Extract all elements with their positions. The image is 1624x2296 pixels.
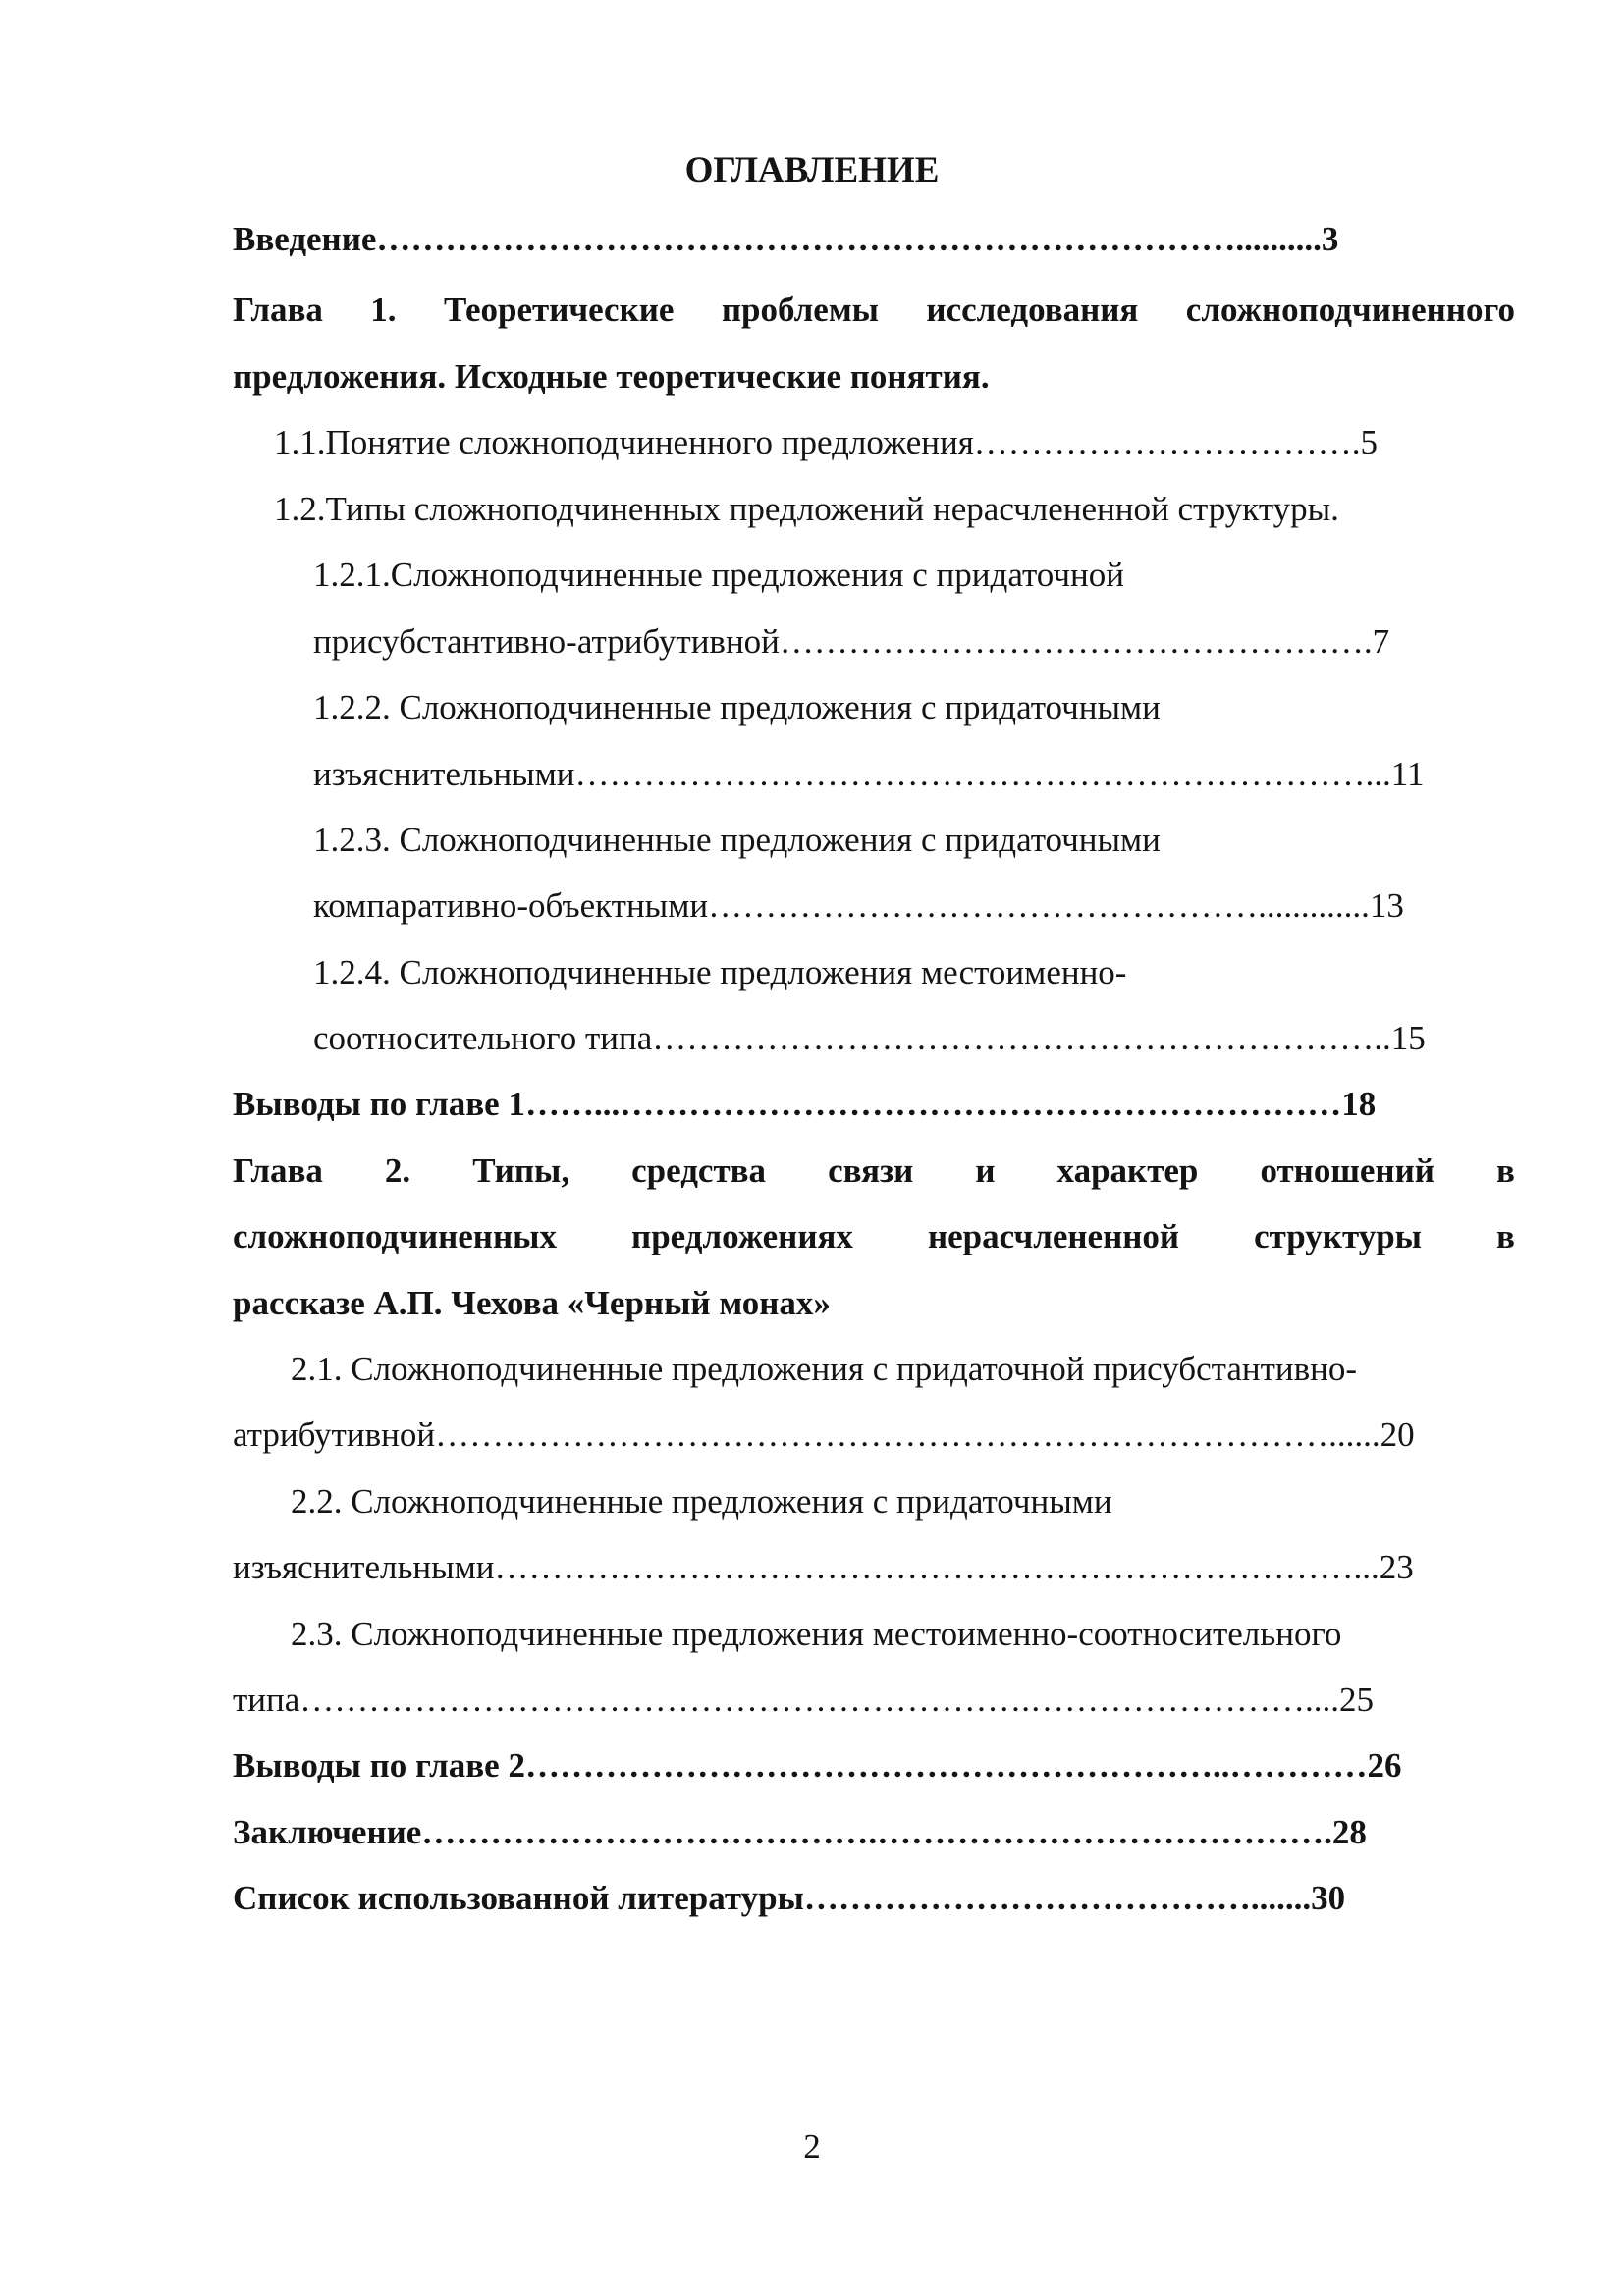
toc-entry-conclusions-chapter-1: Выводы по главе 1……...………………………………………………………18 (233, 1085, 1377, 1123)
toc-entry-section-2-2-line-2: изъяснительными…………………………………………………………………...23 (233, 1548, 1414, 1586)
toc-entry-chapter-2-line-1 (233, 1149, 1515, 1193)
toc-word: 2. (384, 1151, 411, 1190)
toc-entry-section-1-2-2-line-1: 1.2.2. Сложноподчиненные предложения с придаточными (313, 688, 1161, 726)
toc-word: проблемы (721, 291, 879, 329)
toc-entry-section-2-1-line-2: атрибутивной……………………………………………………………………......20 (233, 1415, 1415, 1454)
toc-entry-section-1-2-4-line-1: 1.2.4. Сложноподчиненные предложения местоименно- (313, 953, 1127, 991)
toc-entry-section-1-2: 1.2.Типы сложноподчиненных предложений нерасчлененной структуры. (274, 490, 1339, 528)
toc-word: сложноподчиненных (233, 1217, 557, 1255)
toc-word: Глава (233, 1151, 323, 1190)
toc-word: Глава (233, 291, 323, 329)
toc-entry-section-1-1: 1.1.Понятие сложноподчиненного предложения…………………………….5 (274, 423, 1379, 461)
toc-entry-section-2-1-line-1: 2.1. Сложноподчиненные предложения с придаточной присубстантивно- (291, 1350, 1358, 1388)
toc-word: средства (631, 1151, 767, 1190)
toc-entry-section-1-2-3-line-2: компаративно-объектными………………………………………….............13 (313, 886, 1404, 925)
toc-word: Типы, (472, 1151, 570, 1190)
toc-entry-conclusions-chapter-2: Выводы по главе 2……………………………………………………..…………26 (233, 1746, 1402, 1785)
toc-word: Теоретические (443, 291, 675, 329)
toc-entry-section-1-2-3-line-1: 1.2.3. Сложноподчиненные предложения с придаточными (313, 821, 1161, 859)
toc-word: структуры (1254, 1217, 1422, 1255)
toc-entry-section-2-3-line-2: типа……………………………………………………….……………………....25 (233, 1681, 1375, 1719)
toc-entry-section-1-2-4-line-2: соотносительного типа………………………………………………………..15 (313, 1019, 1426, 1057)
toc-word: связи (828, 1151, 914, 1190)
toc-entry-chapter-1-line-1 (233, 289, 1515, 332)
toc-word: в (1495, 1151, 1515, 1190)
toc-entry-chapter-2-line-2 (233, 1215, 1515, 1258)
toc-entry-section-2-2-line-1: 2.2. Сложноподчиненные предложения с придаточными (291, 1482, 1112, 1521)
toc-word: 1. (370, 291, 397, 329)
toc-word: характер (1056, 1151, 1199, 1190)
toc-title: ОГЛАВЛЕНИЕ (684, 150, 940, 190)
toc-entry-section-1-2-1-line-2: присубстантивно-атрибутивной…………………………………………….7 (313, 622, 1390, 661)
toc-entry-chapter-2-line-3: рассказе А.П. Чехова «Черный монах» (233, 1284, 831, 1322)
toc-entry-conclusion: Заключение………………………………….………………………………….28 (233, 1813, 1367, 1851)
toc-entry-section-1-2-1-line-1: 1.2.1.Сложноподчиненные предложения с придаточной (313, 556, 1124, 594)
toc-entry-section-2-3-line-1: 2.3. Сложноподчиненные предложения местоименно-соотносительного (291, 1615, 1342, 1653)
toc-word: и (975, 1151, 996, 1190)
toc-word: нерасчлененной (927, 1217, 1180, 1255)
toc-word: в (1496, 1217, 1515, 1255)
toc-word: исследования (926, 291, 1139, 329)
toc-word: сложноподчиненного (1185, 291, 1515, 329)
toc-entry-introduction: Введение…………………………………………………………………..........3 (233, 220, 1339, 258)
toc-word: отношений (1260, 1151, 1435, 1190)
toc-entry-references: Список использованной литературы………………………………….......30 (233, 1879, 1346, 1917)
toc-entry-section-1-2-2-line-2: изъяснительными……………………………………………………………...11 (313, 755, 1425, 793)
toc-entry-chapter-1-line-2: предложения. Исходные теоретические понятия. (233, 357, 990, 396)
page-number: 2 (803, 2127, 821, 2165)
toc-word: предложениях (631, 1217, 853, 1255)
